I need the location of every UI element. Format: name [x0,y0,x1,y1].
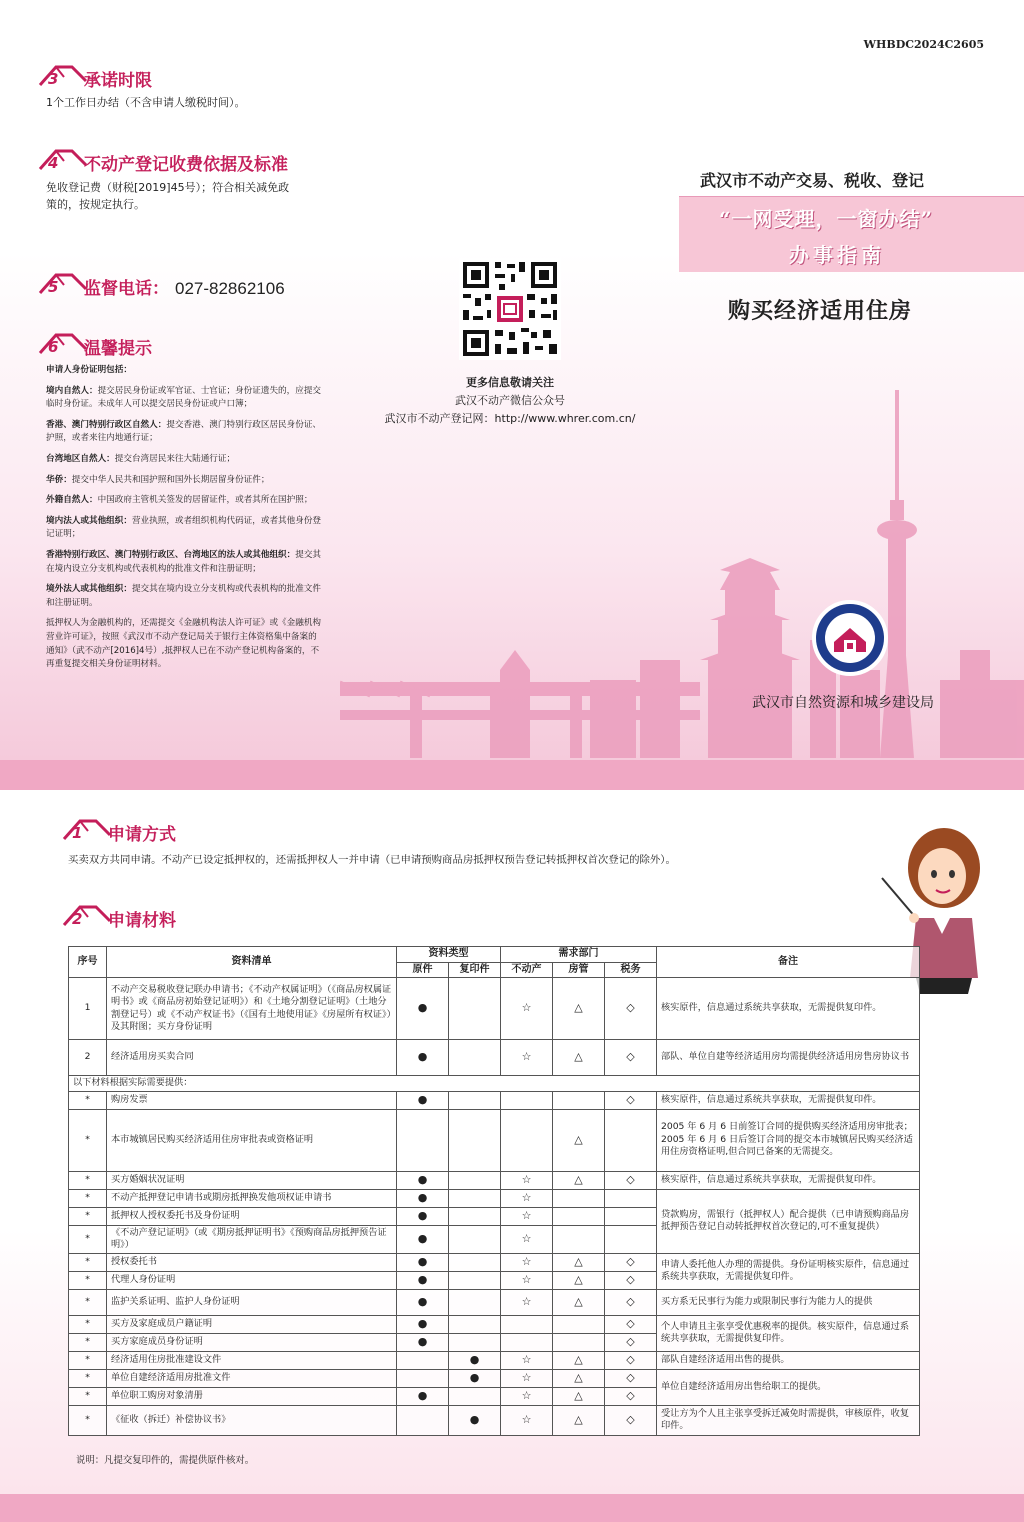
row-note: 个人申请且主张享受优惠税率的提供。核实原件，信息通过系统共享获取，无需提供复印件。 [657,1315,920,1351]
original-mark: ● [397,1271,449,1289]
estate-mark: ☆ [501,1405,553,1435]
estate-mark [501,1091,553,1109]
row-note: 核实原件，信息通过系统共享获取，无需提供复印件。 [657,978,920,1040]
row-number: * [69,1109,107,1171]
copy-mark [449,1271,501,1289]
table-row [69,1315,920,1333]
col-note: 备注 [657,947,920,978]
original-mark: ● [397,1253,449,1271]
table-row [69,978,920,1040]
house-number-icon [60,901,112,935]
row-number: * [69,1405,107,1435]
material-item: 监护关系证明、监护人身份证明 [107,1289,397,1315]
copy-mark [449,1207,501,1225]
tax-mark: ◇ [605,1271,657,1289]
section-1-text: 买卖双方共同申请。不动产已设定抵押权的，还需抵押权人一并申请（已申请预购商品房抵押权预告登记转抵押权首次登记的除外）。 [68,854,676,866]
qr-code[interactable] [459,258,561,360]
estate-mark: ☆ [501,1253,553,1271]
tips-heading: 申请人身份证明包括： [46,365,132,375]
row-number: * [69,1271,107,1289]
row-number: * [69,1315,107,1333]
col-original: 原件 [397,962,449,978]
issuing-bureau: 武汉市自然资源和城乡建设局 [752,695,934,711]
row-number: * [69,1225,107,1253]
copy-mark [449,1333,501,1351]
row-number: * [69,1207,107,1225]
row-number: * [69,1351,107,1369]
copy-mark [449,1315,501,1333]
row-number: 1 [69,978,107,1040]
section-number: 1 [72,824,83,842]
tip-item: 华侨：提交中华人民共和国护照和国外长期居留身份证件； [46,474,270,485]
tip-item: 境内法人或其他组织：营业执照，或者组织机构代码证，或者其他身份登记证明； [46,515,322,540]
section-4-header [36,144,288,180]
housing-mark: △ [553,1040,605,1076]
house-number-icon [36,145,88,179]
material-item: 《征收（拆迁）补偿协议书》 [107,1405,397,1435]
tax-mark [605,1189,657,1207]
material-item: 抵押权人授权委托书及身份证明 [107,1207,397,1225]
original-mark: ● [397,1225,449,1253]
copy-mark [449,1109,501,1171]
tax-mark: ◇ [605,1253,657,1271]
guide-title: 办事指南 [789,243,885,267]
copy-mark: ● [449,1351,501,1369]
material-item: 单位自建经济适用房批准文件 [107,1369,397,1387]
qr-line-wechat: 武汉不动产微信公众号 [455,394,565,407]
supervision-phone: 027-82862106 [175,278,285,298]
estate-mark: ☆ [501,1369,553,1387]
table-row [69,1253,920,1271]
col-copy: 复印件 [449,962,501,978]
tip-item: 台湾地区自然人：提交台湾居民来往大陆通行证； [46,453,236,464]
material-item: 代理人身份证明 [107,1271,397,1289]
row-note: 部队、单位自建等经济适用房均需提供经济适用房售房协议书 [657,1040,920,1076]
tax-mark: ◇ [605,1333,657,1351]
section-number: 5 [48,278,59,296]
tax-mark: ◇ [605,1315,657,1333]
row-number: * [69,1171,107,1189]
copy-mark [449,1171,501,1189]
table-row [69,1189,920,1207]
section-title: 承诺时限 [84,70,152,91]
col-dept: 需求部门 [501,947,657,963]
estate-mark: ☆ [501,1387,553,1405]
copy-mark [449,1289,501,1315]
gov-title: 武汉市不动产交易、税收、登记 [700,171,925,190]
section-title: 申请方式 [108,824,176,845]
section-number: 4 [48,154,59,172]
section-3-header [36,60,152,96]
material-item: 买方家庭成员身份证明 [107,1333,397,1351]
material-item: 授权委托书 [107,1253,397,1271]
section-title [84,274,285,299]
material-item: 单位职工购房对象清册 [107,1387,397,1405]
housing-mark [553,1207,605,1225]
section-title: 温馨提示 [84,338,152,359]
estate-mark: ☆ [501,1040,553,1076]
col-type: 资料类型 [397,947,501,963]
tips-list [46,364,324,679]
table-row [69,1109,920,1171]
original-mark: ● [397,1091,449,1109]
section-1-header [60,814,176,850]
row-note: 买方系无民事行为能力或限制民事行为能力人的提供 [657,1289,920,1315]
table-row [69,1040,920,1076]
table-row [69,1091,920,1109]
row-note: 受让方为个人且主张享受拆迁减免时需提供，审核原件，收复印件。 [657,1405,920,1435]
housing-mark [553,1225,605,1253]
row-note: 2005 年 6 月 6 日前签订合同的提供购买经济适用房审批表；2005 年 6 月 6 日后签订合同的提交本市城镇居民购买经济适用住房资格证明,但合同已备案的无需提交。 [657,1109,920,1171]
housing-mark: △ [553,1405,605,1435]
housing-mark: △ [553,1369,605,1387]
original-mark: ● [397,1189,449,1207]
original-mark [397,1351,449,1369]
tax-mark: ◇ [605,1040,657,1076]
tax-mark: ◇ [605,1387,657,1405]
housing-mark [553,1333,605,1351]
copy-mark: ● [449,1405,501,1435]
material-item: 买方婚姻状况证明 [107,1171,397,1189]
original-mark: ● [397,978,449,1040]
estate-mark: ☆ [501,1225,553,1253]
tax-mark: ◇ [605,1171,657,1189]
original-mark: ● [397,1315,449,1333]
section-3-text: 1个工作日办结（不含申请人缴税时间）。 [46,96,246,109]
tax-mark: ◇ [605,1369,657,1387]
housing-mark: △ [553,1171,605,1189]
copy-mark [449,1091,501,1109]
original-mark: ● [397,1289,449,1315]
conditional-label-row [69,1076,920,1092]
housing-mark: △ [553,1109,605,1171]
table-body [69,978,920,1436]
housing-mark [553,1315,605,1333]
row-note: 部队自建经济适用出售的提供。 [657,1351,920,1369]
estate-mark: ☆ [501,1289,553,1315]
section-4-text-line2: 策的，按规定执行。 [46,198,145,211]
tax-mark [605,1207,657,1225]
housing-mark: △ [553,1387,605,1405]
housing-mark: △ [553,1271,605,1289]
copy-mark [449,1387,501,1405]
document-code: WHBDC2024C2605 [863,38,984,51]
material-item: 买方及家庭成员户籍证明 [107,1315,397,1333]
section-number: 6 [48,338,59,356]
qr-line-website[interactable]: 武汉市不动产登记网：http://www.whrer.com.cn/ [384,412,636,425]
table-row [69,1405,920,1435]
tax-mark: ◇ [605,1405,657,1435]
row-number: * [69,1091,107,1109]
table-row [69,1289,920,1315]
housing-mark: △ [553,1289,605,1315]
section-4-text-line1: 免收登记费（财税[2019]45号）；符合相关减免政 [46,181,290,194]
copy-mark [449,1253,501,1271]
pink-footer-band [0,1494,1024,1522]
copy-mark [449,1040,501,1076]
row-number: 2 [69,1040,107,1076]
copy-mark: ● [449,1369,501,1387]
row-note: 申请人委托他人办理的需提供。身份证明核实原件，信息通过系统共享获取，无需提供复印件。 [657,1253,920,1289]
table-row [69,1171,920,1189]
copy-mark [449,978,501,1040]
material-item: 《不动产登记证明》（或《期房抵押证明书》《预购商品房抵押预告证明》） [107,1225,397,1253]
material-item: 本市城镇居民购买经济适用住房审批表或资格证明 [107,1109,397,1171]
row-note: 贷款购房，需银行（抵押权人）配合提供（已申请预购商品房抵押预告登记自动转抵押权首次登记的,可不重复提供） [657,1189,920,1253]
estate-mark [501,1109,553,1171]
estate-mark: ☆ [501,1171,553,1189]
col-estate: 不动产 [501,962,553,978]
housing-mark: △ [553,1253,605,1271]
original-mark [397,1109,449,1171]
material-item: 购房发票 [107,1091,397,1109]
estate-mark: ☆ [501,1351,553,1369]
tip-item: 外籍自然人：中国政府主管机关签发的居留证件，或者其所在国护照； [46,495,313,506]
house-number-icon [60,815,112,849]
section-6-header [36,328,152,364]
section-number: 2 [72,910,83,928]
original-mark: ● [397,1333,449,1351]
tip-item: 境外法人或其他组织：提交其在境内设立分支机构或代表机构的批准文件和注册证明。 [46,584,322,608]
tax-mark: ◇ [605,1351,657,1369]
table-remark: 说明：凡提交复印件的，需提供原件核对。 [76,1455,255,1466]
section-2-header [60,900,176,936]
tip-item: 境内自然人：提交居民身份证或军官证、士官证；身份证遗失的，应提交临时身份证。未成年人可以提交居民身份证或户口簿； [46,385,322,410]
col-no: 序号 [69,947,107,978]
house-number-icon [36,269,88,303]
row-note: 核实原件，信息通过系统共享获取，无需提供复印件。 [657,1091,920,1109]
original-mark [397,1369,449,1387]
estate-mark: ☆ [501,1271,553,1289]
tax-mark: ◇ [605,1091,657,1109]
row-number: * [69,1189,107,1207]
estate-mark: ☆ [501,1207,553,1225]
estate-mark [501,1333,553,1351]
col-tax: 税务 [605,962,657,978]
row-number: * [69,1289,107,1315]
material-item: 经济适用住房批准建设文件 [107,1351,397,1369]
tax-mark [605,1109,657,1171]
tax-mark: ◇ [605,978,657,1040]
tip-item: 香港特别行政区、澳门特别行政区、台湾地区的法人或其他组织：提交其在境内设立分支机构或代表机构的批准文件和注册证明； [46,549,322,574]
original-mark: ● [397,1171,449,1189]
qr-line-follow: 更多信息敬请关注 [466,376,554,389]
materials-table [68,946,920,1436]
housing-mark [553,1091,605,1109]
housing-mark [553,1189,605,1207]
material-item: 不动产交易税收登记联办申请书；《不动产权属证明》（《商品房权属证明书》或《商品房初始登记证明》）和《土地分割登记证明》（土地分割登记号）或《不动产权证书》（《国有土地使用证》《房屋所有权证》）及其附图；买方身份证明 [107,978,397,1040]
col-list: 资料清单 [107,947,397,978]
housing-mark: △ [553,978,605,1040]
section-title: 申请材料 [108,910,176,931]
slogan: “一网受理，一窗办结” [719,207,934,231]
document-title: 购买经济适用住房 [728,299,913,324]
row-note: 单位自建经济适用房出售给职工的提供。 [657,1369,920,1405]
material-item: 不动产抵押登记申请书或期房抵押换发他项权证申请书 [107,1189,397,1207]
tip-item: 抵押权人为金融机构的，还需提交《金融机构法人许可证》或《金融机构营业许可证》，按照《武汉市不动产登记局关于银行主体资格集中备案的通知》（武不动产[2016]4号）,抵押权人已在不动产登记机构备案的，不再重复提交相关身份证明材料。 [46,618,322,670]
section-title: 不动产登记收费依据及标准 [84,154,288,175]
slogan-box [679,196,1024,272]
pink-divider-band [0,760,1024,790]
estate-mark [501,1315,553,1333]
row-number: * [69,1387,107,1405]
original-mark: ● [397,1387,449,1405]
copy-mark [449,1189,501,1207]
table-row [69,1351,920,1369]
copy-mark [449,1225,501,1253]
section-5-header [36,268,285,304]
table-row [69,1369,920,1387]
original-mark [397,1405,449,1435]
material-item: 经济适用房买卖合同 [107,1040,397,1076]
house-number-icon [36,61,88,95]
tip-item: 香港、澳门特别行政区自然人：提交香港、澳门特别行政区居民身份证、护照，或者来往内地通行证； [46,419,322,444]
real-estate-registration-seal [812,600,888,676]
conditional-label: 以下材料根据实际需要提供： [69,1076,920,1092]
house-number-icon [36,329,88,363]
original-mark: ● [397,1207,449,1225]
row-number: * [69,1333,107,1351]
row-number: * [69,1253,107,1271]
estate-mark: ☆ [501,1189,553,1207]
col-housing: 房管 [553,962,605,978]
estate-mark: ☆ [501,978,553,1040]
supervision-label: 监督电话： [84,278,169,299]
housing-mark: △ [553,1351,605,1369]
row-number: * [69,1369,107,1387]
section-number: 3 [48,70,59,88]
original-mark: ● [397,1040,449,1076]
row-note: 核实原件，信息通过系统共享获取，无需提供复印件。 [657,1171,920,1189]
tax-mark: ◇ [605,1289,657,1315]
tax-mark [605,1225,657,1253]
